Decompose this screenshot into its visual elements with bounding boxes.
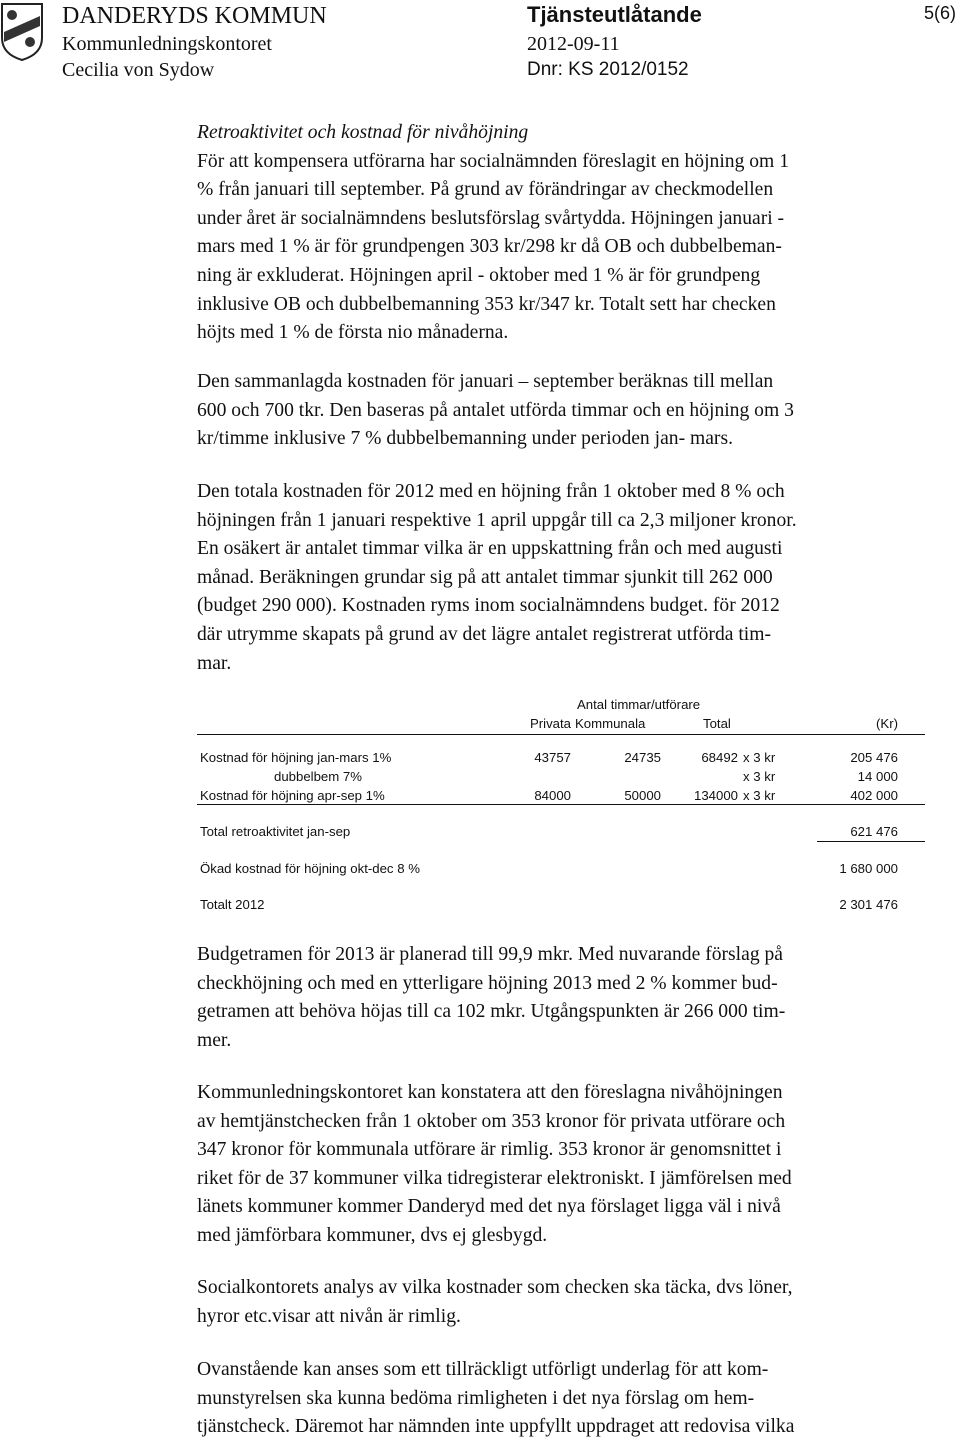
table-cell-total: 134000 [693,788,738,803]
col-header-kommunala: Kommunala [575,716,646,731]
text-line: kr/timme inklusive 7 % dubbelbemanning under perioden jan- mars. [197,428,733,450]
text-line: getramen att behöva höjas till ca 102 mkr. Utgångspunkten är 266 000 tim- [197,1001,786,1023]
text-line: Ovanstående kan anses som ett tillräckligt utförligt underlag för att kom- [197,1359,769,1380]
text-line: riket för de 37 kommuner vilka tidregisterar elektroniskt. I jämförelsen med [197,1167,792,1189]
section-heading: Retroaktivitet och kostnad för nivåhöjning [197,122,529,143]
okad-kostnad-amount: 1 680 000 [839,861,898,876]
table-cell-amount: 205 476 [850,750,898,765]
table-cell-rate: x 3 kr [743,769,776,784]
paragraph-totala-kostnaden [197,478,927,678]
text-line: 347 kronor för kommunala utförare är rimlig. 353 kronor är genomsnittet i [197,1139,782,1161]
table-cell-amount: 402 000 [850,788,898,803]
paragraph-ovanstaende [197,1356,927,1442]
paragraph-kommunledningskontoret [197,1079,927,1251]
text-line: höjningen från 1 januari respektive 1 april uppgår till ca 2,3 miljoner kronor. [197,509,797,531]
text-line: mar. [197,652,232,674]
header-org: DANDERYDS KOMMUN [62,3,327,29]
text-line: länets kommuner kommer Danderyd med det nya förslaget ligga väl i nivå [197,1196,781,1218]
cost-table [197,690,927,920]
table-cell-amount: 14 000 [857,769,898,784]
text-line: Den sammanlagda kostnaden för januari – september beräknas till mellan [197,371,774,392]
municipality-crest-icon [0,2,44,62]
text-line: % från januari till september. På grund av förändringar av checkmodellen [197,179,774,201]
text-line: (budget 290 000). Kostnaden ryms inom socialnämndens budget. för 2012 [197,595,780,617]
text-line: mer. [197,1029,232,1051]
table-cell-total: 68492 [701,750,738,765]
section-retroaktivitet [197,119,927,348]
text-line: hyror etc.visar att nivån är rimlig. [197,1305,461,1327]
text-line: För att kompensera utförarna har socialnämnden föreslagit en höjning om 1 [197,150,789,172]
col-header-total: Total [703,716,731,731]
text-line: mars med 1 % är för grundpengen 303 kr/298 kr då OB och dubbelbeman- [197,236,782,258]
col-header-kr: (Kr) [876,716,898,731]
retro-total-amount: 621 476 [850,824,898,839]
header-department: Kommunledningskontoret [62,33,272,55]
text-line: där utrymme skapats på grund av det lägre antalet registrerat utförda tim- [197,623,771,645]
paragraph-sammanlagda [197,368,927,454]
header-page-number: 5(6) [923,3,956,23]
table-row-label: Kostnad för höjning apr-sep 1% [200,788,385,803]
table-cell-rate: x 3 kr [743,750,776,765]
table-cell-kommunala: 50000 [624,788,661,803]
text-line: Socialkontorets analys av vilka kostnader som checken ska täcka, dvs löner, [197,1277,793,1298]
table-cell-privata: 43757 [534,750,571,765]
total-2012-label: Totalt 2012 [200,897,265,912]
text-line: med jämförbara kommuner, dvs ej glesbygd. [197,1224,548,1246]
text-line: Budgetramen för 2013 är planerad till 99,9 mkr. Med nuvarande förslag på [197,944,784,965]
text-line: höjts med 1 % de första nio månaderna. [197,322,509,344]
col-header-privata: Privata [529,716,571,731]
text-line: månad. Beräkningen grundar sig på att antalet timmar sjunkit till 262 000 [197,566,773,588]
table-row-label: Kostnad för höjning jan-mars 1% [200,750,392,765]
header-date: 2012-09-11 [527,33,620,55]
text-line: ning är exkluderat. Höjningen april - oktober med 1 % är för grundpeng [197,264,761,286]
table-row-label: dubbelbem 7% [274,769,362,784]
text-line: munstyrelsen ska kunna bedöma rimligheten i det nya förslag om hem- [197,1387,755,1409]
retro-total-rule [817,841,925,842]
table-row-rule [197,804,925,805]
text-line: av hemtjänstchecken från 1 oktober om 353 kronor för privata utförare och [197,1110,786,1132]
table-cell-kommunala: 24735 [624,750,661,765]
header-dnr: Dnr: KS 2012/0152 [527,59,689,80]
retro-total-label: Total retroaktivitet jan-sep [200,824,351,839]
header-doc-type: Tjänsteutlåtande [527,2,702,27]
okad-kostnad-label: Ökad kostnad för höjning okt-dec 8 % [200,861,420,876]
total-2012-amount: 2 301 476 [839,897,898,912]
text-line: under året är socialnämndens beslutsförslag svårtydda. Höjningen januari - [197,207,785,229]
text-line: inklusive OB och dubbelbemanning 353 kr/347 kr. Totalt sett har checken [197,293,776,315]
paragraph-socialkontorets [197,1274,927,1331]
table-cell-privata: 84000 [534,788,571,803]
text-line: tjänstcheck. Däremot har nämnden inte uppfyllt uppdraget att redovisa vilka [197,1416,795,1438]
table-cell-rate: x 3 kr [743,788,776,803]
text-line: Den totala kostnaden för 2012 med en höjning från 1 oktober med 8 % och [197,481,785,502]
paragraph-budgetramen [197,941,927,1055]
table-group-header: Antal timmar/utförare [577,697,701,712]
header-author: Cecilia von Sydow [62,59,215,81]
text-line: Kommunledningskontoret kan konstatera att den föreslagna nivåhöjningen [197,1082,783,1103]
text-line: En osäkert är antalet timmar vilka är en uppskattning från och med augusti [197,538,783,560]
text-line: 600 och 700 tkr. Den baseras på antalet utförda timmar och en höjning om 3 [197,399,794,421]
text-line: checkhöjning och med en ytterligare höjning 2013 med 2 % kommer bud- [197,972,778,994]
table-header-rule [197,734,925,735]
